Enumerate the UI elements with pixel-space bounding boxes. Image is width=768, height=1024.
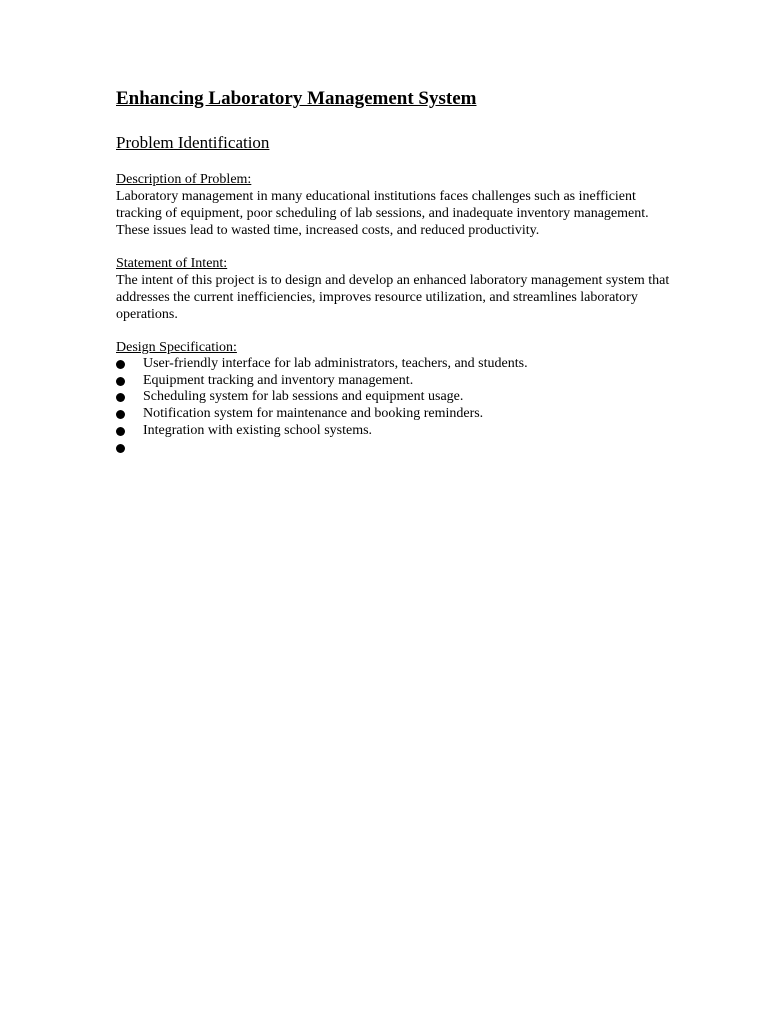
list-item — [116, 356, 676, 373]
problem-description-block — [116, 171, 676, 239]
document-title: Enhancing Laboratory Management System — [116, 88, 477, 109]
list-item-text: Equipment tracking and inventory management. — [143, 372, 414, 388]
bullet-icon — [116, 444, 125, 453]
list-item-text: Notification system for maintenance and booking reminders. — [143, 406, 484, 422]
statement-of-intent-text: The intent of this project is to design and develop an enhanced laboratory management system that addresses the current inefficiencies, improves resource utilization, and streamlines laboratory operations. — [116, 273, 670, 322]
bullet-icon — [116, 360, 125, 369]
list-item — [116, 406, 676, 423]
document-page — [116, 88, 676, 456]
bullet-icon — [116, 393, 125, 402]
design-specification-label: Design Specification: — [116, 340, 237, 355]
list-item-text: Integration with existing school systems. — [143, 422, 373, 438]
design-specification-list — [116, 356, 676, 456]
bullet-icon — [116, 377, 125, 386]
statement-of-intent-label: Statement of Intent: — [116, 256, 228, 271]
list-item-text: Scheduling system for lab sessions and equipment usage. — [143, 389, 464, 405]
list-item — [116, 389, 676, 406]
section-heading-problem-identification: Problem Identification — [116, 133, 270, 152]
design-specification-block — [116, 339, 676, 456]
problem-description-text: Laboratory management in many educational institutions faces challenges such as inefficient tracking of equipment, poor scheduling of lab sessions, and inadequate inventory management. These issues lead to wasted time, increased costs, and reduced productivity. — [116, 189, 649, 238]
list-item — [116, 373, 676, 390]
statement-of-intent-block — [116, 255, 676, 323]
list-item-text: User-friendly interface for lab administrators, teachers, and students. — [143, 356, 528, 371]
problem-description-label: Description of Problem: — [116, 172, 252, 187]
list-item-empty — [116, 440, 676, 457]
list-item — [116, 423, 676, 440]
bullet-icon — [116, 410, 125, 419]
bullet-icon — [116, 427, 125, 436]
